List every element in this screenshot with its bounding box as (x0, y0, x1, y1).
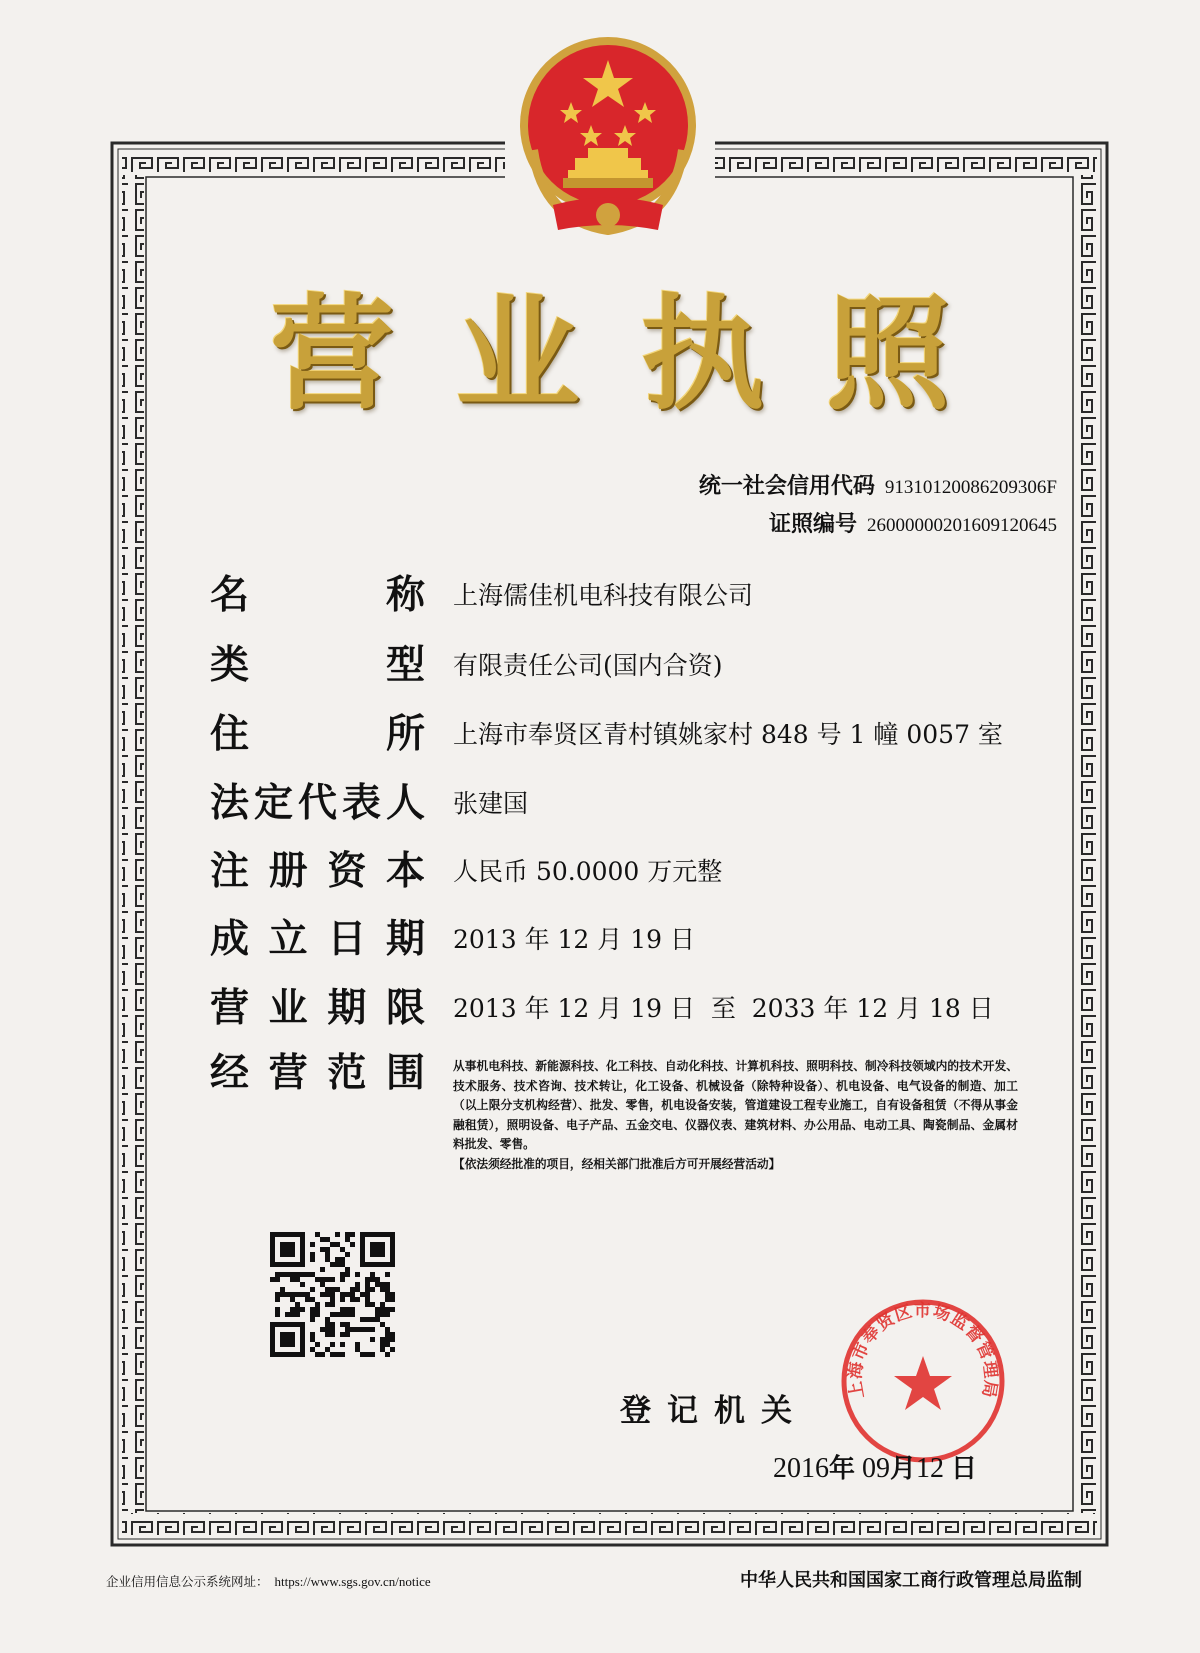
label-char: 代 (297, 781, 337, 826)
label-char: 法 (210, 781, 250, 826)
scope-value (453, 1057, 1018, 1174)
term-label (210, 985, 425, 1033)
license-no-value: 26000000201609120645 (867, 515, 1057, 536)
label-char: 名 (210, 573, 250, 618)
seal-text: 上海市奉贤区市场监督管理局 (845, 1300, 1001, 1401)
label-char: 期 (385, 917, 425, 962)
credit-code-value: 91310120086209306F (884, 477, 1057, 498)
label-char: 册 (268, 849, 308, 894)
national-emblem (513, 30, 703, 245)
license-no-label: 证照编号 (768, 512, 857, 537)
license-no-row (699, 506, 1057, 544)
type-value: 有限责任公司(国内合资) (453, 651, 723, 680)
credit-code-label: 统一社会信用代码 (698, 474, 875, 499)
footer-website-label: 企业信用信息公示系统网址： (106, 1574, 269, 1589)
label-char: 资 (327, 849, 367, 894)
label-char: 注 (210, 849, 250, 894)
title-char: 执 (640, 283, 765, 427)
footer-website (106, 1572, 431, 1590)
label-char: 人 (385, 781, 425, 826)
issue-month: 09 (862, 1453, 891, 1484)
established-label (210, 916, 425, 964)
official-seal (840, 1298, 1006, 1464)
name-value: 上海儒佳机电科技有限公司 (453, 581, 754, 610)
name-label (210, 572, 425, 620)
issue-year: 2016 (773, 1453, 829, 1484)
legal-rep-label (210, 780, 425, 828)
title-char: 营 (270, 283, 395, 427)
issue-day: 12 (916, 1453, 945, 1484)
scope-note: 【依法须经批准的项目，经相关部门批准后方可开展经营活动】 (453, 1156, 781, 1171)
label-char: 所 (385, 712, 425, 757)
issue-date (773, 1448, 977, 1485)
label-char: 营 (268, 1051, 308, 1096)
label-char: 限 (385, 986, 425, 1031)
certificate-title (270, 280, 950, 430)
label-char: 业 (268, 986, 308, 1031)
type-label (210, 642, 425, 690)
term-value: 2013 年 12 月 19 日 至 2033 年 12 月 18 日 (453, 994, 994, 1023)
footer-supervisor: 中华人民共和国国家工商行政管理总局监制 (740, 1570, 1082, 1591)
label-char: 成 (210, 917, 250, 962)
qr-code[interactable] (270, 1232, 395, 1357)
label-char: 类 (210, 643, 250, 688)
label-char: 表 (341, 781, 381, 826)
label-char: 本 (385, 849, 425, 894)
issue-day-unit: 日 (951, 1454, 978, 1484)
established-value: 2013 年 12 月 19 日 (453, 925, 695, 954)
footer-website-url[interactable]: https://www.sgs.gov.cn/notice (274, 1574, 431, 1589)
scope-label (210, 1050, 425, 1098)
title-char: 业 (455, 283, 580, 427)
legal-rep-value: 张建国 (453, 789, 529, 818)
registration-authority-label: 登记机关 (620, 1393, 808, 1429)
label-char: 营 (210, 986, 250, 1031)
address-value: 上海市奉贤区青村镇姚家村 848 号 1 幢 0057 室 (453, 720, 1003, 749)
label-char: 立 (268, 917, 308, 962)
title-char: 照 (825, 283, 950, 427)
label-char: 经 (210, 1051, 250, 1096)
label-char: 定 (253, 781, 293, 826)
label-char: 围 (385, 1051, 425, 1096)
label-char: 型 (385, 643, 425, 688)
label-char: 日 (327, 917, 367, 962)
label-char: 期 (327, 986, 367, 1031)
capital-label (210, 848, 425, 896)
label-char: 范 (327, 1051, 367, 1096)
address-label (210, 711, 425, 759)
label-char: 称 (385, 573, 425, 618)
scope-text: 从事机电科技、新能源科技、化工科技、自动化科技、计算机科技、照明科技、制冷科技领域内的技术开发、技术服务、技术咨询、技术转让，化工设备、机械设备（除特种设备）、机电设备、电气设备的制造、加工（以上限分支机构经营）、批发、零售，机电设备安装，管道建设工程专业施工，自有设备租赁（不得从事金融租赁），照明设备、电子产品、五金交电、仪器仪表、建筑材料、办公用品、电动工具、陶瓷制品、金属材料批发、零售。 (453, 1059, 1018, 1151)
issue-month-unit: 月 (890, 1454, 917, 1484)
code-block (699, 468, 1057, 544)
capital-value: 人民币 50.0000 万元整 (453, 857, 723, 886)
credit-code-row (699, 468, 1057, 506)
issue-year-unit: 年 (829, 1454, 856, 1484)
label-char: 住 (210, 712, 250, 757)
